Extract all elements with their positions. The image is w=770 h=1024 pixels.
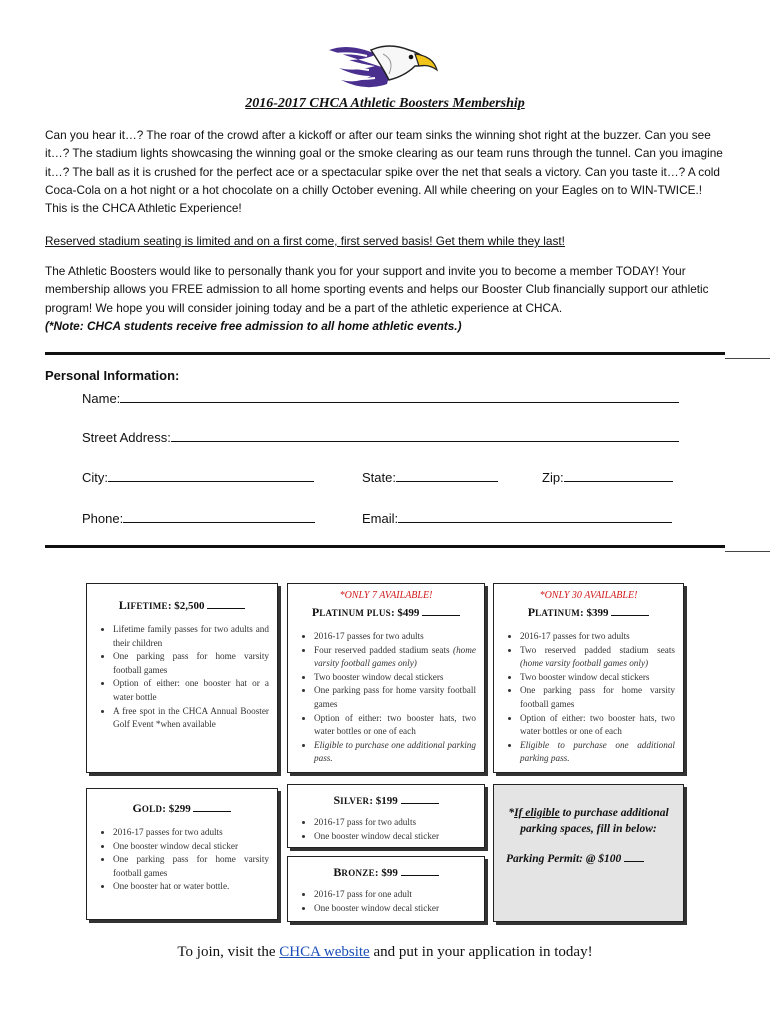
tier-bronze-box[interactable] <box>287 856 485 922</box>
street-label: Street Address: <box>82 430 171 445</box>
email-input[interactable] <box>398 508 672 523</box>
list-item: • One booster window decal sticker <box>113 840 269 854</box>
parking-permit-input[interactable] <box>624 851 644 862</box>
divider-top <box>45 352 725 355</box>
tier-silver-benefits <box>288 816 484 843</box>
list-item: • Option of either: two booster hats, two water bottles or one of each <box>520 712 675 739</box>
tier-platinum-plus-title: PLATINUM PLUS: $499 <box>288 605 484 620</box>
list-item: • 2016-17 passes for two adults <box>113 826 269 840</box>
list-item: • 2016-17 passes for two adults <box>314 630 476 644</box>
footer-cta: To join, visit the CHCA website and put in your application in today! <box>177 944 593 960</box>
state-label: State: <box>362 470 396 485</box>
parking-permit-field[interactable]: Parking Permit: @ $100 <box>506 851 683 865</box>
tier-platinum-benefits <box>494 630 683 766</box>
name-label: Name: <box>82 391 121 406</box>
phone-field[interactable] <box>82 508 315 526</box>
tier-silver-title: SILVER: $199 <box>288 793 484 808</box>
list-item: • 2016-17 passes for two adults <box>520 630 675 644</box>
list-item: • One parking pass for home varsity football games <box>113 853 269 880</box>
list-item: • A free spot in the CHCA Annual Booster Golf Event *when available <box>113 705 269 732</box>
list-item: • One booster window decal sticker <box>314 902 476 916</box>
tier-platinum-title: PLATINUM: $399 <box>494 605 683 620</box>
tier-gold-title: GOLD: $299 <box>87 801 277 816</box>
student-note: (*Note: CHCA students receive free admission to all home athletic events.) <box>45 318 462 333</box>
intro-paragraph: Can you hear it…? The roar of the crowd after a kickoff or after our team sinks the winning shot right at the buzzer. Can you see it…? The stadium lights showcasing the winning goal or the smoke clearing as our team runs through the tunnel. Can you imagine it…? The ball as it is crushed for the perfect ace or a spectacular spike over the net that seals a victory. Can you taste it…? A cold Coca-Cola on a hot night or a hot chocolate on a chilly October evening. All while cheering on your Eagles on to WIN-TWICE.! This is the CHCA Athletic Experience! <box>45 128 723 216</box>
platinum-plus-availability: *ONLY 7 AVAILABLE! <box>339 590 433 601</box>
state-input[interactable] <box>396 467 498 482</box>
list-item: • Two booster window decal stickers <box>520 671 675 685</box>
list-item: • Two booster window decal stickers <box>314 671 476 685</box>
list-item: • One booster window decal sticker <box>314 830 476 844</box>
street-input[interactable] <box>171 427 679 442</box>
list-item: • One booster hat or water bottle. <box>113 880 269 894</box>
list-item: • Two reserved padded stadium seats (home varsity football games only) <box>520 644 675 671</box>
list-item: • One parking pass for home varsity football games <box>314 684 476 711</box>
zip-field[interactable] <box>542 467 673 485</box>
tier-platinum-box[interactable] <box>493 583 684 773</box>
list-item: • Lifetime family passes for two adults and their children <box>113 623 269 650</box>
tier-platinum-plus-benefits <box>288 630 484 766</box>
personal-info-heading: Personal Information: <box>45 368 180 383</box>
thanks-text: The Athletic Boosters would like to personally thank you for your support and invite you to become a member TODAY! Your membership allows you FREE admission to all home sporting events and helps our Booster Club financially support our athletic program! We hope you will consider joining today and be a part of the athletic experience at CHCA. <box>45 264 709 315</box>
chca-website-link[interactable]: CHCA website <box>279 944 370 960</box>
tier-gold-benefits <box>87 826 277 894</box>
list-item: • One parking pass for home varsity football games <box>520 684 675 711</box>
email-label: Email: <box>362 511 399 526</box>
tier-bronze-benefits <box>288 888 484 915</box>
email-field[interactable] <box>362 508 672 526</box>
list-item: • Eligible to purchase one additional parking pass. <box>314 739 476 766</box>
zip-input[interactable] <box>564 467 673 482</box>
list-item: • 2016-17 pass for two adults <box>314 816 476 830</box>
city-input[interactable] <box>108 467 314 482</box>
phone-input[interactable] <box>123 508 315 523</box>
list-item: • Option of either: one booster hat or a water bottle <box>113 677 269 704</box>
divider-bottom <box>45 545 725 548</box>
parking-instructions: *If eligible to purchase additional parking spaces, fill in below: <box>508 807 669 835</box>
tier-gold-box[interactable] <box>86 788 278 920</box>
list-item: • One parking pass for home varsity football games <box>113 650 269 677</box>
name-input[interactable] <box>120 388 679 403</box>
city-field[interactable] <box>82 467 314 485</box>
platinum-availability: *ONLY 30 AVAILABLE! <box>539 590 638 601</box>
divider-top-tail <box>725 358 770 359</box>
zip-label: Zip: <box>542 470 564 485</box>
if-eligible-link[interactable]: If eligible <box>514 807 560 819</box>
list-item: • Four reserved padded stadium seats (home varsity football games only) <box>314 644 476 671</box>
divider-bottom-tail <box>725 551 770 552</box>
list-item: • 2016-17 pass for one adult <box>314 888 476 902</box>
phone-label: Phone: <box>82 511 124 526</box>
tier-silver-box[interactable] <box>287 784 485 848</box>
tier-lifetime-box[interactable] <box>86 583 278 773</box>
thanks-paragraph <box>45 262 725 335</box>
tier-lifetime-benefits <box>87 623 277 732</box>
state-field[interactable] <box>362 467 498 485</box>
tier-platinum-plus-box[interactable] <box>287 583 485 773</box>
list-item: • Eligible to purchase one additional parking pass. <box>520 739 675 766</box>
tier-bronze-title: BRONZE: $99 <box>288 865 484 880</box>
form-title: 2016-2017 CHCA Athletic Boosters Membership <box>245 96 525 111</box>
reserved-seating-notice: Reserved stadium seating is limited and on a first come, first served basis! Get them while they last! <box>45 234 565 248</box>
list-item: • Option of either: two booster hats, two water bottles or one of each <box>314 712 476 739</box>
street-field[interactable] <box>82 427 679 445</box>
eagle-logo <box>325 40 445 92</box>
tier-lifetime-title: LIFETIME: $2,500 <box>87 598 277 613</box>
city-label: City: <box>82 470 108 485</box>
name-field[interactable] <box>82 388 679 406</box>
parking-permit-box[interactable] <box>493 784 684 922</box>
